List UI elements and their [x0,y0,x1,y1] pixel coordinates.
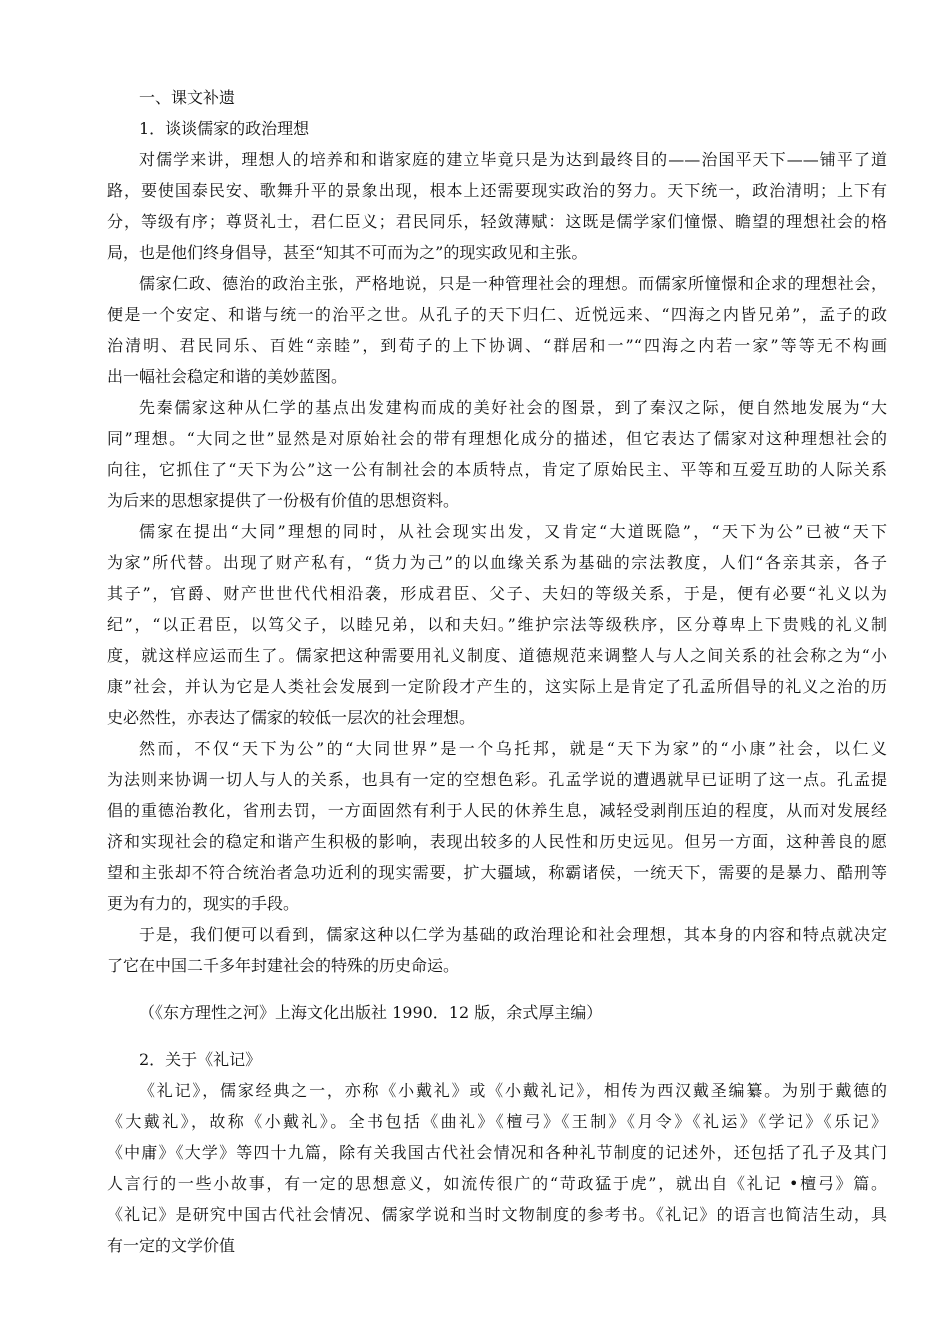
text-line: 向往，它抓住了“天下为公”这一公有制社会的本质特点，肯定了原始民主、平等和互爱互助的人际关系 [107,460,887,479]
paragraph [107,268,887,392]
text-line: 康”社会，并认为它是人类社会发展到一定阶段才产生的，这实际上是肯定了孔孟所倡导的礼义之治的历 [107,677,887,696]
text-line: 《礼记》是研究中国古代社会情况、儒家学说和当时文物制度的参考书。《礼记》的语言也简洁生动，具 [107,1205,887,1224]
paragraph [107,516,887,733]
text-line: 对儒学来讲，理想人的培养和和谐家庭的建立毕竟只是为达到最终目的——治国平天下——铺平了道 [139,150,887,169]
text-line: 《大戴礼》，故称《小戴礼》。全书包括《曲礼》《檀弓》《王制》《月令》《礼运》《学记》《乐记》 [107,1112,887,1131]
text-line: 同”理想。“大同之世”显然是对原始社会的带有理想化成分的描述，但它表达了儒家对这种理想社会的 [107,429,887,448]
paragraph [107,1075,887,1261]
paragraph [107,733,887,919]
text-line: 路，要使国泰民安、歌舞升平的景象出现，根本上还需要现实政治的努力。天下统一，政治清明；上下有 [107,181,887,200]
document-page [107,82,887,1261]
subsection-2-body [107,1075,887,1261]
subsection-title-2: 2．关于《礼记》 [139,1050,262,1069]
text-line: 《中庸》《大学》等四十九篇，除有关我国古代社会情况和各种礼节制度的记述外，还包括了孔子及其门 [107,1143,887,1162]
text-line: 纪”，“以正君臣，以笃父子，以睦兄弟，以和夫妇。”维护宗法等级秩序，区分尊卑上下贵贱的礼义制 [107,615,887,634]
text-line: 局，也是他们终身倡导，甚至“知其不可而为之”的现实政见和主张。 [107,243,588,262]
text-line: 便是一个安定、和谐与统一的治平之世。从孔子的天下归仁、近悦远来、“四海之内皆兄弟”，孟子的政 [107,305,887,324]
text-line: 望和主张却不符合统治者急功近利的现实需要，扩大疆域，称霸诸侯，一统天下，需要的是暴力、酷刑等 [107,863,887,882]
text-line: 其子”，官爵、财产世世代代相沿袭，形成君臣、父子、夫妇的等级关系，于是，便有必要“礼义以为 [107,584,887,603]
text-line: 度，就这样应运而生了。儒家把这种需要用礼义制度、道德规范来调整人与人之间关系的社会称之为“小 [107,646,887,665]
paragraph [107,919,887,981]
text-line: 出一幅社会稳定和谐的美妙蓝图。 [107,367,348,386]
text-line: 先秦儒家这种从仁学的基点出发建构而成的美好社会的图景，到了秦汉之际，便自然地发展为“大 [139,398,887,417]
subsection-title-1: 1．谈谈儒家的政治理想 [139,119,310,138]
text-line: 了它在中国二千多年封建社会的特殊的历史命运。 [107,956,460,975]
text-line: 分，等级有序；尊贤礼士，君仁臣义；君民同乐，轻敛薄赋：这既是儒学家们憧憬、瞻望的理想社会的格 [107,212,887,231]
text-line: 然而，不仅“天下为公”的“大同世界”是一个乌托邦，就是“天下为家”的“小康”社会，以仁义 [139,739,887,758]
text-line: 治清明、君民同乐、百姓“亲睦”，到荀子的上下协调、“群居和一”“四海之内若一家”等等无不构画 [107,336,887,355]
text-line: 人言行的一些小故事，有一定的思想意义，如流传很广的“苛政猛于虎”，就出自《礼记 •檀弓》篇。 [107,1174,887,1193]
text-line: 倡的重德治教化，省刑去罚，一方面固然有利于人民的休养生息，减轻受剥削压迫的程度，从而对发展经 [107,801,887,820]
text-line: 为法则来协调一切人与人的关系，也具有一定的空想色彩。孔孟学说的遭遇就早已证明了这一点。孔孟提 [107,770,887,789]
paragraph [107,144,887,268]
text-line: 为后来的思想家提供了一份极有价值的思想资料。 [107,491,460,510]
text-line: 为家”所代替。出现了财产私有，“货力为己”的以血缘关系为基础的宗法教度，人们“各亲其亲，各子 [107,553,887,572]
text-line: 济和实现社会的稳定和谐产生积极的影响，表现出较多的人民性和历史远见。但另一方面，这种善良的愿 [107,832,887,851]
source-citation: （《东方理性之河》上海文化出版社 1990．12 版，余式厚主编） [139,1003,603,1022]
text-line: 更为有力的，现实的手段。 [107,894,300,913]
paragraph [107,392,887,516]
section-title: 一、课文补遗 [139,88,236,107]
subsection-1-body [107,144,887,981]
text-line: 于是，我们便可以看到，儒家这种以仁学为基础的政治理论和社会理想，其本身的内容和特点就决定 [139,925,887,944]
text-line: 有一定的文学价值 [107,1236,236,1255]
text-line: 《礼记》，儒家经典之一，亦称《小戴礼》或《小戴礼记》，相传为西汉戴圣编纂。为别于戴德的 [139,1081,887,1100]
text-line: 儒家仁政、德治的政治主张，严格地说，只是一种管理社会的理想。而儒家所憧憬和企求的理想社会， [139,274,887,293]
text-line: 儒家在提出“大同”理想的同时，从社会现实出发，又肯定“大道既隐”，“天下为公”已被“天下 [139,522,887,541]
text-line: 史必然性，亦表达了儒家的较低一层次的社会理想。 [107,708,476,727]
